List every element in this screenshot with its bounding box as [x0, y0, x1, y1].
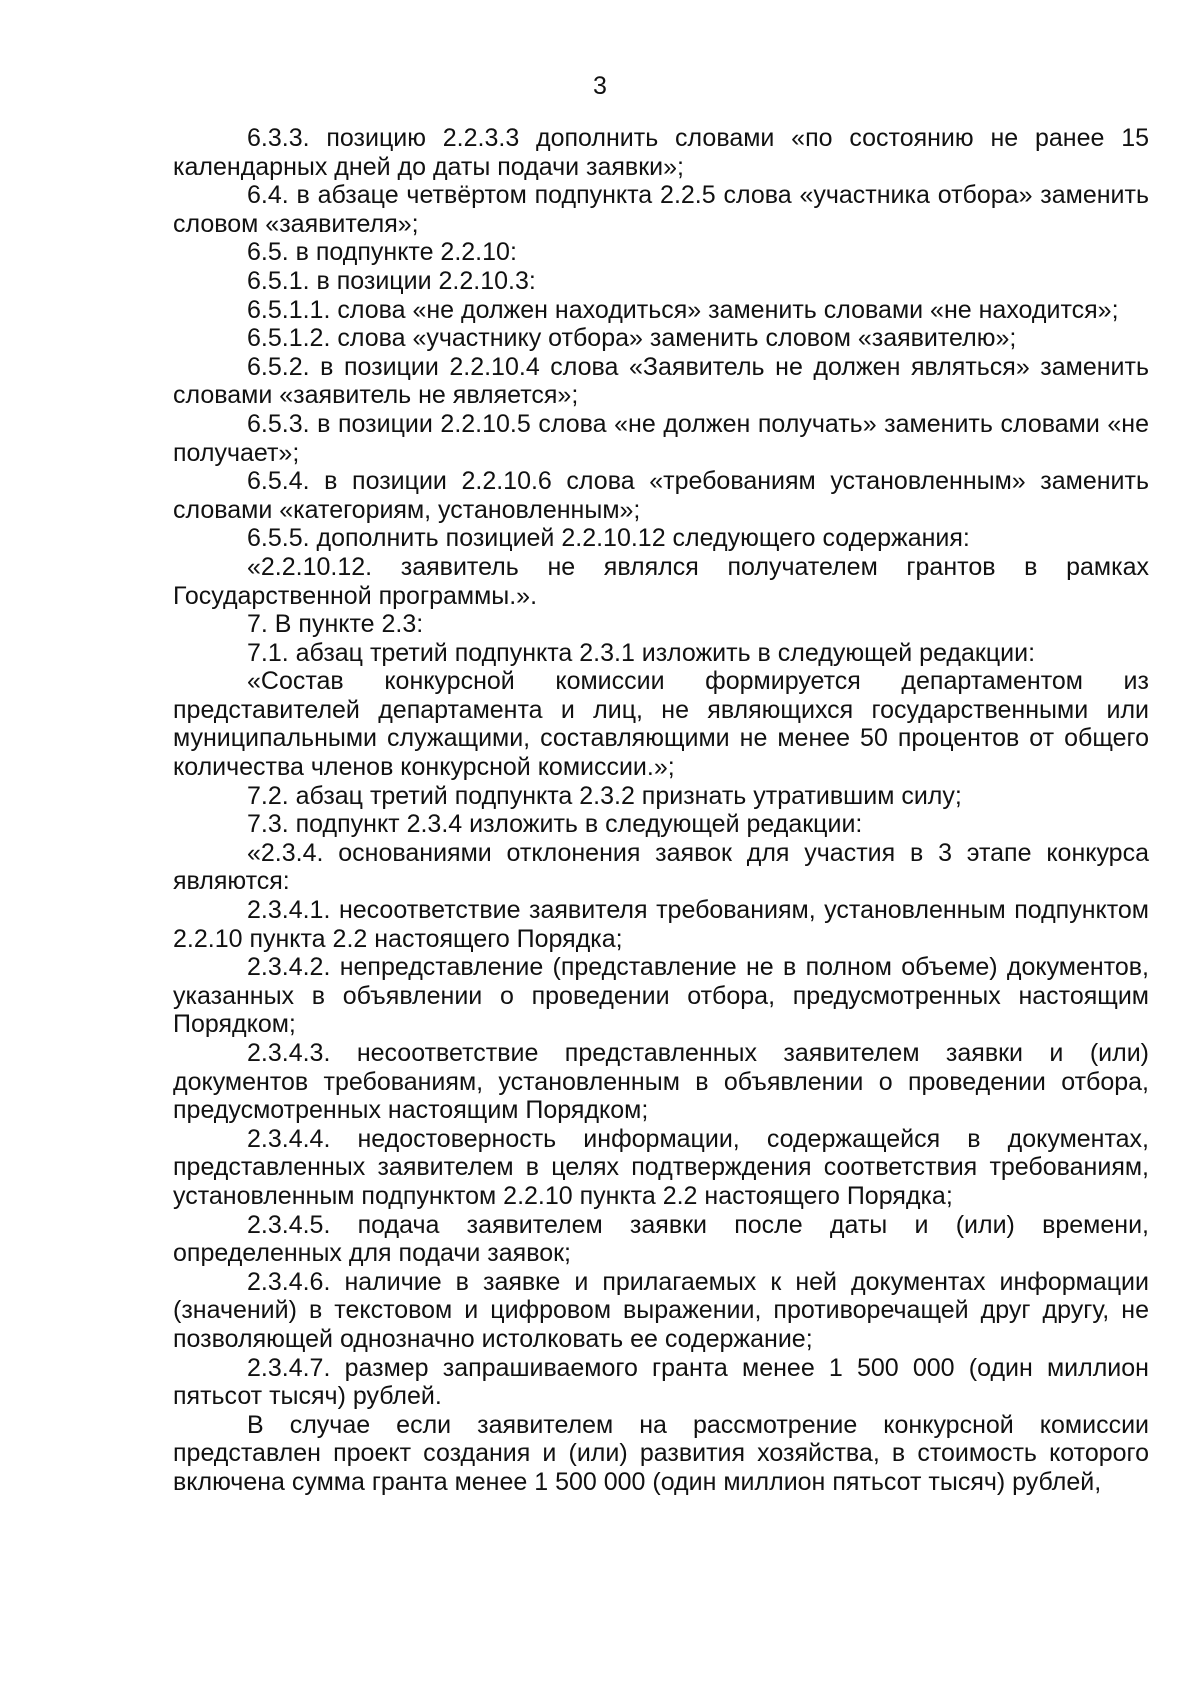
paragraph-7-2: 7.2. абзац третий подпункта 2.3.2 признать утратившим силу;: [247, 781, 962, 810]
paragraph-6-5-2: 6.5.2. в позиции 2.2.10.4 слова «Заявитель не должен являться» заменить словами «заявитель не является»;: [173, 352, 1149, 410]
paragraph-2-3-4-2: 2.3.4.2. непредставление (представление не в полном объеме) документов, указанных в объявлении о проведении отбора, предусмотренных настоящим Порядком;: [173, 953, 1149, 1039]
paragraph-2-3-4-5: 2.3.4.5. подача заявителем заявки после даты и (или) времени, определенных для подачи заявок;: [173, 1210, 1149, 1268]
paragraph-2-3-4-3: 2.3.4.3. несоответствие представленных заявителем заявки и (или) документов требованиям, установленным в объявлении о проведении отбора, предусмотренных настоящим Порядком;: [173, 1039, 1149, 1125]
document-body: [173, 124, 1149, 1497]
paragraph-2-2-10-12-quote: «2.2.10.12. заявитель не являлся получателем грантов в рамках Государственной программы.».: [173, 552, 1149, 610]
page-number: 3: [593, 72, 607, 100]
paragraph-6-3-3: 6.3.3. позицию 2.2.3.3 дополнить словами «по состоянию не ранее 15 календарных дней до даты подачи заявки»;: [173, 124, 1149, 181]
paragraph-2-3-4-1: 2.3.4.1. несоответствие заявителя требованиям, установленным подпунктом 2.2.10 пункта 2.2 настоящего Порядка;: [173, 896, 1149, 953]
paragraph-7-3: 7.3. подпункт 2.3.4 изложить в следующей редакции:: [247, 810, 863, 839]
paragraph-2-3-4-4: 2.3.4.4. недостоверность информации, содержащейся в документах, представленных заявителем в целях подтверждения соответствия требованиям, установленным подпунктом 2.2.10 пункта 2.2 настоящего Порядка;: [173, 1124, 1149, 1210]
paragraph-6-5-1-1: 6.5.1.1. слова «не должен находиться» заменить словами «не находится»;: [247, 295, 1119, 324]
paragraph-7: 7. В пункте 2.3:: [247, 610, 424, 639]
paragraph-6-5: 6.5. в подпункте 2.2.10:: [247, 238, 517, 267]
paragraph-2-3-4-quote: «2.3.4. основаниями отклонения заявок для участия в 3 этапе конкурса являются:: [173, 838, 1149, 896]
paragraph-6-5-1: 6.5.1. в позиции 2.2.10.3:: [247, 266, 536, 295]
paragraph-6-5-5: 6.5.5. дополнить позицией 2.2.10.12 следующего содержания:: [247, 524, 970, 553]
paragraph-6-5-3: 6.5.3. в позиции 2.2.10.5 слова «не должен получать» заменить словами «не получает»;: [173, 409, 1149, 467]
paragraph-2-3-4-7: 2.3.4.7. размер запрашиваемого гранта менее 1 500 000 (один миллион пятьсот тысяч) рублей.: [173, 1353, 1149, 1411]
paragraph-grant-case: В случае если заявителем на рассмотрение конкурсной комиссии представлен проект создания и (или) развития хозяйства, в стоимость которого включена сумма гранта менее 1 500 000 (один миллион пятьсот тысяч) рублей,: [173, 1410, 1149, 1496]
paragraph-7-1: 7.1. абзац третий подпункта 2.3.1 изложить в следующей редакции:: [247, 638, 1036, 667]
paragraph-6-4: 6.4. в абзаце четвёртом подпункта 2.2.5 слова «участника отбора» заменить словом «заявителя»;: [173, 181, 1149, 238]
paragraph-6-5-1-2: 6.5.1.2. слова «участнику отбора» заменить словом «заявителю»;: [247, 324, 1017, 353]
paragraph-2-3-4-6: 2.3.4.6. наличие в заявке и прилагаемых к ней документах информации (значений) в текстовом и цифровом выражении, противоречащей друг другу, не позволяющей однозначно истолковать ее содержание;: [173, 1267, 1149, 1353]
paragraph-commission-quote: «Состав конкурсной комиссии формируется департаментом из представителей департамента и лиц, не являющихся государственными или муниципальными служащими, составляющими не менее 50 процентов от общего количества членов конкурсной комиссии.»;: [173, 667, 1149, 782]
paragraph-6-5-4: 6.5.4. в позиции 2.2.10.6 слова «требованиям установленным» заменить словами «категориям, установленным»;: [173, 467, 1149, 524]
